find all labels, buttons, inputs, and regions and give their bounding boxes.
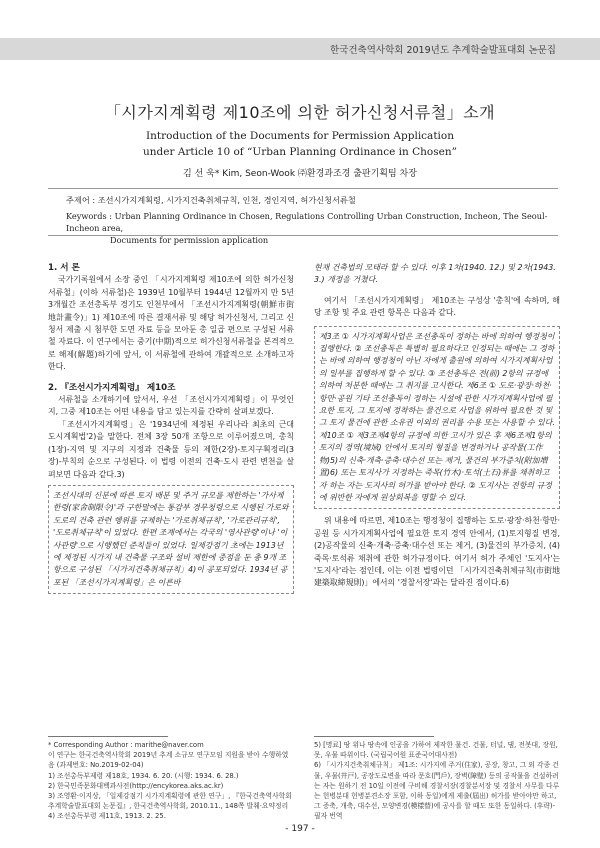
footnotes-right <box>314 740 560 822</box>
section-2-paragraph-2: 「조선시가지계획령」은 '1934년에 제정된 우리나라 최초의 근대 도시계획법'2)을 말한다. 전체 3장 50개 조항으로 이루어졌으며, 총칙(1장)-지역 및 지구의 지정과 건축물 등의 제한(2장)-토지구획정리(3장)-부칙의 순으로 구성된다. 이 법령 이전의 건축·도시 관련 변천을 살펴보면 다음과 같다.3) <box>48 419 294 479</box>
quoted-continuation: 현재 건축법의 모태라 할 수 있다. 이후 1차(1940. 12.) 및 2차(1943. 3.) 개정을 거쳤다. <box>314 263 556 285</box>
footnote-3: 3) 조영환·이지상, 「일제강점기 시가지계획령에 관한 연구」, 『한국건축역사학회 추계학술발표대회 논문집』, 한국건축역사학회, 2010.11., 148쪽 발췌·요약정리 <box>48 792 292 811</box>
footnote-5: 5) [명료] 땅 위나 땅속에 인공을 가하여 제작한 물건. 건물, 터널, 댐, 전봇대, 장원, 못, 우물 따위이다. (국립국어원 표준국어대사전) <box>314 741 558 760</box>
page-number: - 197 - <box>285 824 315 834</box>
footnote-4: 4) 조선총독부령 제11호, 1913. 2. 25. <box>48 812 166 821</box>
quoted-text-left: 조선시대의 신분에 따른 토지 배분 및 주거 규모를 제한하는 '가사제한령(家舍制限令)'과 구한말에는 통감부 경무청령으로 시행된 가로와 도로의 건축 관련 행위를 규제하는 '가로취체규칙', '가로관리규칙', '도로취체규칙'이 있었다. 한편 조계에서는 각국의 '영사관령'이나 '이사관령'으로 시행했던 준칙들이 있었다. 일제강점기 초에는 1913년에 제정된 시가지 내 건축물 구조와 설비 제한에 중점을 둔 총 9개 조항으로 구성된 「시가지건축취체규칙」4)이 공포되었다. 1934년 공포된 「조선시가지계획령」은 이른바 <box>53 490 289 587</box>
article-text: 제3조 ① 시가지계획사업은 조선총독이 정하는 바에 의하여 행정청이 집행한다. ② 조선총독은 특별히 필요하다고 인정되는 때에는 그 정하는 바에 의하여 행정청이 아닌 자에게 출원에 의하여 시가지계획사업의 일부를 집행하게 할 수 있다. ③ 조선총독은 전(前) 2항의 규정에 의하여 처분한 때에는 그 취지를 고시한다. 제6조 ① 도로·광장·하천·항만·공원 기타 조선총독이 정하는 시설에 관한 시가지계획사업에 필요한 토지, 그 토지에 정착하는 물건으로 사업을 위하여 필요한 것 및 그 토지 물건에 관한 소유권 이외의 권리를 수용 또는 사용할 수 있다. 제10조 ① 제3조제4항의 규정에 의한 고시가 있은 후 제6조제1항의 토지의 경역(境域) 안에서 토지의 형질을 변경하거나 공작물(工作物)5)의 신축·개축·증축·대수선 또는 제거, 물건의 부가증치(附加増置)6) 또는 토지사가 지정하는 죽목(竹木)·토석(土石)류를 채취하고자 하는 자는 도지사의 허가를 받아야 한다. ② 도지사는 전항의 규정에 위반한 자에게 원상회복을 명할 수 있다. <box>319 331 555 502</box>
keywords-english <box>66 210 566 246</box>
section-2-paragraph-1: 서류철을 소개하기에 앞서서, 우선 「조선시가지계획령」이 무엇인지, 그중 제10조는 어떤 내용을 담고 있는지를 간략히 살펴보겠다. <box>48 395 294 417</box>
keywords-english-line-1: Keywords : Urban Planning Ordinance in Chosen, Regulations Controlling Urban Construction, Incheon, The Seoul-Incheon area, <box>66 211 548 233</box>
footnote-rule-right <box>314 736 434 737</box>
footnote-1: 1) 조선총독부제령 제18호, 1934. 6. 20. (시행: 1934. 6. 28.) <box>48 771 239 780</box>
quoted-box-left <box>48 485 294 594</box>
paper-title: 「시가지계획령 제10조에 의한 허가신청서류철」소개 <box>104 103 496 122</box>
english-title <box>0 128 600 160</box>
footnote-2: 2) 한국민족문화대백과사전(http://encykorea.aks.ac.kr) <box>48 781 224 790</box>
keywords-english-line-2: Documents for permission application <box>110 235 269 245</box>
footnote-rule-left <box>48 736 168 737</box>
running-header: 한국건축역사학회 2019년도 추계학술발표대회 논문집 <box>330 45 556 56</box>
footnote-funding: 이 연구는 한국건축역사학회 2019년 추계 소규모 연구모임 지원을 받아 수행하였음 (과제번호: No.2019-02-04) <box>48 751 289 770</box>
right-paragraph-2: 위 내용에 따르면, 제10조는 행정청이 집행하는 도로·광장·하천·항만·공원 등 시가지계획사업에 필요한 토지 경역 안에서, (1)토지형질 변경, (2)공작물의 신축·개축·증축·대수선 또는 제거, (3)물건의 부가증치, (4)죽목·토석류 채취에 관한 허가규정이다. 여기서 허가 주체인 '도지사'는 '도지사'라는 점인데, 이는 이전 법령이던 「시가지건축취체규칙(市街地建築取締規則)」에서의 '경찰서장'과는 달라진 점이다.6) <box>314 516 560 588</box>
english-title-line-2: under Article 10 of “Urban Planning Ordinance in Chosen” <box>143 146 457 158</box>
footnotes-left <box>48 740 294 822</box>
right-column <box>314 262 560 590</box>
english-title-line-1: Introduction of the Documents for Permission Application <box>146 130 454 142</box>
left-column <box>48 262 294 594</box>
section-1-paragraph: 국가기록원에서 소장 중인 「시가지계획령 제10조에 의한 허가신청서류철」(이하 서류철)은 1939년 10월부터 1944년 12월까지 만 5년3개월간 조선총독부 경기도 인천부에서 「조선시가지계획령(朝鮮市街地計畫令)」1) 제10조에 따른 결재서류 및 해당 허가신청서, 그리고 신청서 제출 시 첨부한 도면 자료 등을 모아둔 총 일곱 편으로 구성된 서류철 자료다. 이 연구에서는 중기(中期)적으로 허가신청서류철을 본격적으로 해제(解題)하기에 앞서, 이 서류철에 관하여 개괄적으로 소개하고자 한다. <box>48 275 294 372</box>
section-1-heading: 1. 서 론 <box>48 263 80 273</box>
keywords-korean: 주제어 : 조선시가지계획령, 시가지건축취체규칙, 인천, 경인지역, 허가신청서류철 <box>66 195 356 205</box>
footnote-corresponding: * Corresponding Author : marithe@naver.com <box>48 741 204 749</box>
author-line: 김 선 욱* Kim, Seon-Wook ㈜환경과조경 출판기획팀 차장 <box>183 169 417 179</box>
article-box <box>314 326 560 510</box>
right-paragraph-1: 여기서 「조선시가지계획령」 제10조는 구성상 '총칙'에 속하며, 해당 조항 및 주요 관련 항목은 다음과 같다. <box>314 295 560 318</box>
section-2-heading: 2. 『조선시가지계획령』 제10조 <box>48 382 176 393</box>
footnote-6: 6) 「시가지건축취체규칙」 제1조: 시가지에 주거(住家), 공장, 창고, 그 외 각종 건물, 우물(井戸), 공장도로변을 따라 문호(門戶), 장벽(障壁) 등의 공작물을 건설하려는 자는 원하기 전 10일 이전에 구비해 경찰서장(경찰분서장 및 경찰서 사무를 다루는 헌병분대 헌병분견소장 포함, 이하 동일)에게 제출(屆出) 허가를 받아야만 하고, 그 증축, 개축, 대수선, 모양변경(模樣替)에 공사를 할 때도 또한 동일하다. (후략)- 필자 번역 <box>314 761 560 821</box>
